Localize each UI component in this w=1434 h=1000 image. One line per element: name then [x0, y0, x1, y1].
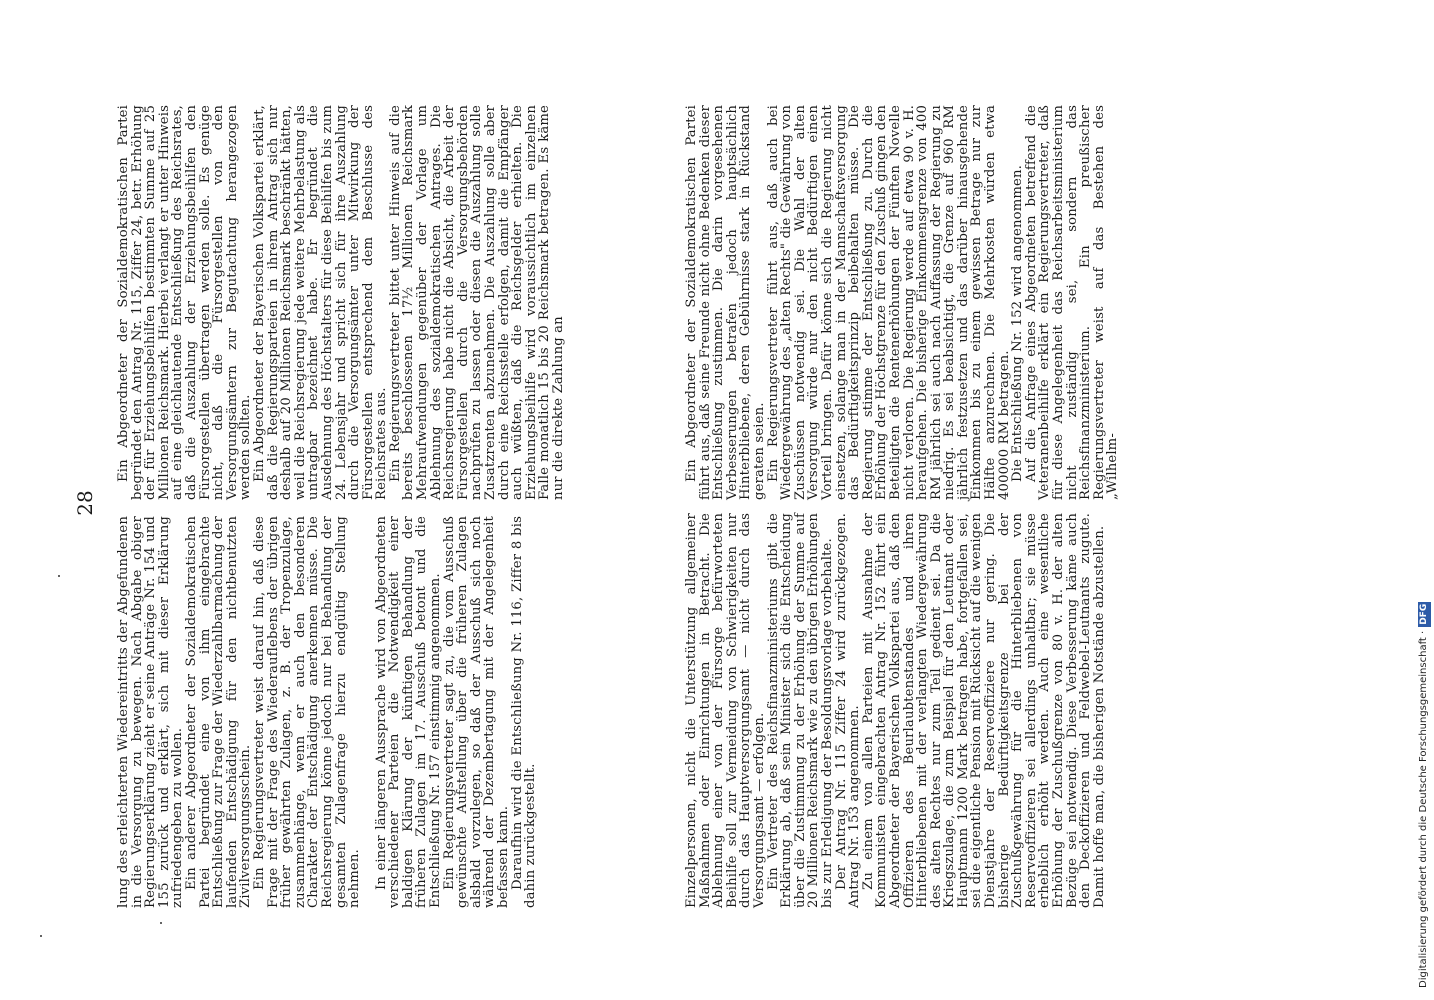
paragraph: Ein anderer Abgeordneter der Sozialdemokratischen Partei begründet eine von ihm eingebrachte Entschließung zur Frage der Wiederzahlbarmachung der laufenden Entschädigung für den nichtbenutzten Zivilversorgungsschein. [183, 516, 254, 908]
text-column-2 [117, 105, 566, 500]
paragraph: In einer längeren Aussprache wird von Abgeordneten verschiedener Parteien die Notwendigkeit einer baldigen Klärung der künftigen Behandlung der früheren Zulagen im 17. Ausschuß betont und die Entschließung Nr. 157 einstimmig angenommen. [373, 516, 444, 908]
paragraph: Ein Vertreter des Reichsfinanzministeriums gibt die Erklärung ab, daß sein Minister sich die Entscheidung über die Zustimmung zu der Erhöhung der Summe auf 20 Millionen Reichsmark wie zu den übrigen Erhöhungen bis zur Erledigung der Besoldungsvorlage vorbehalte. [765, 513, 835, 908]
text-column-1 [117, 516, 538, 908]
dfg-logo: DFG [1419, 603, 1429, 625]
paragraph: Der Antrag Nr. 115 Ziffer 24 wird zurückgezogen. Antrag Nr. 153 angenommen. [833, 513, 863, 908]
scan-speck [58, 575, 60, 577]
paragraph: Zu einem von allen Parteien mit Ausnahme der Kommunisten eingebrachten Antrag Nr. 152 führt ein Abgeordneter der Bayerischen Volkspartei aus, daß den Offizieren des Beurlaubtenstandes und ihren Hinterbliebenen mit der verlangten Wiedergewährung des alten Rechtes nur zum Teil gedient sei. Da die Kriegszulage, die zum Beispiel für den Leutnant oder Hauptmann 1200 Mark betragen habe, fortgefallen sei, sei die eigentliche Pension mit Rücksicht auf die wenigen Dienstjahre der Reserveoffiziere nur gering. Die bisherige Bedürftigkeitsgrenze bei der Zuschußgewährung für die Hinterbliebenen von Reserveoffizieren sei allerdings unhaltbar; sie müsse erheblich erhöht werden. Auch eine wesentliche Erhöhung der Zuschußgrenze von 80 v. H. der alten Bezüge sei notwendig. Diese Verbesserung käme auch den Deckoffizieren und Feldwebel-Leutnants zugute. Damit hoffe man, die bisherigen Notstände abzustellen. [860, 513, 1107, 908]
paragraph: Ein Regierungsvertreter weist darauf hin, daß diese Frage mit der Frage des Wiederauflebens der übrigen früher gewährten Zulagen, z. B. der Tropenzulage, zusammenhänge, wenn er auch den besonderen Charakter der Entschädigung anerkennen müsse. Die Reichsregierung könne jedoch nur bei Behandlung der gesamten Zulagenfrage hierzu endgültig Stellung nehmen. [251, 516, 363, 908]
text-column-4 [685, 105, 1120, 500]
paragraph: Ein Abgeordneter der Bayerischen Volkspartei erklärt, daß die Regierungsparteien in ihrem Antrag sich nur deshalb auf 20 Millionen Reichsmark beschränkt hätten, weil die Reichsregierung jede weitere Mehrbelastung als untragbar bezeichnet habe. Er begründet die Ausdehnung des Höchstalters für diese Beihilfen bis zum 24. Lebensjahr und spricht sich für ihre Auszahlung durch die Versorgungsämter unter Mitwirkung der Fürsorgestellen entsprechend dem Beschlusse des Reichsrates aus. [251, 105, 390, 500]
page-number: 28 [73, 490, 97, 516]
paragraph: lung des erleichterten Wiedereintritts der Abgefundenen in die Versorgung zu bewegen. Nach Abgabe obiger Regierungserklärung zieht er seine Anträge Nr. 154 und 155 zurück und erklärt, sich mit dieser Erklärung zufriedengeben zu wollen. [116, 516, 186, 908]
paragraph: Auf die Anfrage eines Abgeordneten betreffend die Veteranenbeihilfe erklärt ein Regierungsvertreter, daß für diese Angelegenheit das Reichsarbeitsministerium nicht zuständig sei, sondern das Reichsfinanzministerium. Ein preußischer Regierungsvertreter weist auf das Bestehen des „Wilhelm- [1023, 105, 1121, 500]
paragraph: Ein Regierungsvertreter bittet unter Hinweis auf die bereits beschlossenen 17½ Millionen Reichsmark Mehraufwendungen gegenüber der Vorlage um Ablehnung des sozialdemokratischen Antrages. Die Reichsregierung habe nicht die Absicht, die Arbeit der Fürsorgestellen durch die Versorgungsbehörden nachprüfen zu lassen oder diesen die Auszahlung solle Zusatzrenten abzunehmen. Die Auszahlung solle aber durch eine Reichsstelle erfolgen, damit die Empfänger auch wüßten, daß die Reichsgelder erhielten. Die Erziehungsbeihilfe wird voraussichtlich im einzelnen Falle monatlich 15 bis 20 Reichsmark betragen. Es käme nur die direkte Zahlung an [387, 105, 566, 500]
paragraph: Die Entschließung Nr. 152 wird angenommen. [1010, 165, 1026, 482]
paragraph: Einzelpersonen, nicht die Unterstützung allgemeiner Maßnahmen oder Einrichtungen in Betracht. Die Ablehnung einer von der Fürsorge befürworteten Beihilfe soll zur Vermeidung von Schwierigkeiten nur durch das Hauptversorgungsamt — nicht durch das Versorgungsamt — erfolgen. [684, 513, 767, 908]
paragraph: Ein Abgeordneter der Sozialdemokratischen Partei begründet den Antrag Nr. 115, Ziffer 24, betr. Erhöhung der für Erziehungsbeihilfen bestimmten Summe auf 25 Millionen Reichsmark. Hierbei verlangt er unter Hinweis auf eine gleichlautende Entschließung des Reichsrates, daß die Auszahlung der Erziehungsbeihilfen den Fürsorgestellen übertragen werden solle. Es genüge nicht, daß die Fürsorgestellen von den Versorgungsämtern zur Begutachtung herangezogen werden sollten. [116, 105, 254, 500]
credit-text: Digitalisierung gefördert durch die Deutsche Forschungsgemeinschaft · [1418, 630, 1429, 988]
text-column-3 [685, 513, 1106, 908]
paragraph: Ein Abgeordneter der Sozialdemokratischen Partei führt aus, daß seine Freunde nicht ohne Bedenken dieser Entschließung zustimmen. Die darin vorgesehenen Verbesserungen betrafen jedoch hauptsächlich Hinterbliebene, deren Gebührnisse stark in Rückstand geraten seien. [684, 105, 767, 500]
scan-speck [160, 922, 162, 924]
paragraph: Daraufhin wird die Entschließung Nr. 116, Ziffer 8 bis dahin zurückgestellt. [509, 516, 539, 908]
scan-speck [40, 935, 42, 937]
paragraph: Ein Regierungsvertreter sagt zu, die vom Ausschuß gewünschte Aufstellung über die früheren Zulagen alsbald vorzulegen, so daß der Ausschuß sich noch während der Dezembertagung mit der Angelegenheit befassen kann. [441, 516, 512, 908]
digitization-credit [1416, 0, 1432, 998]
paragraph: Ein Regierungsvertreter führt aus, daß auch bei Wiedergewährung des „alten Rechts" die Gewährung von Zuschüssen notwendig sei. Die Wahl der alten Versorgung würde nur den nicht Bedürftigen einen Vorteil bringen. Dafür könne sich die Regierung nicht einsetzen, solange man in der Mannschaftsversorgung das Bedürftigkeitsprinzip beibehalten müsse. Die Regierung stimme der Entschließung zu. Durch die Erhöhung der Höchstgrenze für den Zuschuß gingen den Beteiligten die Rentenerhöhungen der Fünften Novelle nicht verloren. Die Regierung werde auf etwa 90 v. H. heraufgehen. Die bisherige Einkommensgrenze von 400 RM jährlich sei auch nach Auffassung der Regierung zu niedrig. Es sei beabsichtigt, die Grenze auf 960 RM jährlich festzusetzen und das darüber hinausgehende Einkommen bis zu einem gewissen Betrage nur zur Hälfte anzurechnen. Die Mehrkosten würden etwa 400000 RM betragen. [765, 105, 1012, 500]
